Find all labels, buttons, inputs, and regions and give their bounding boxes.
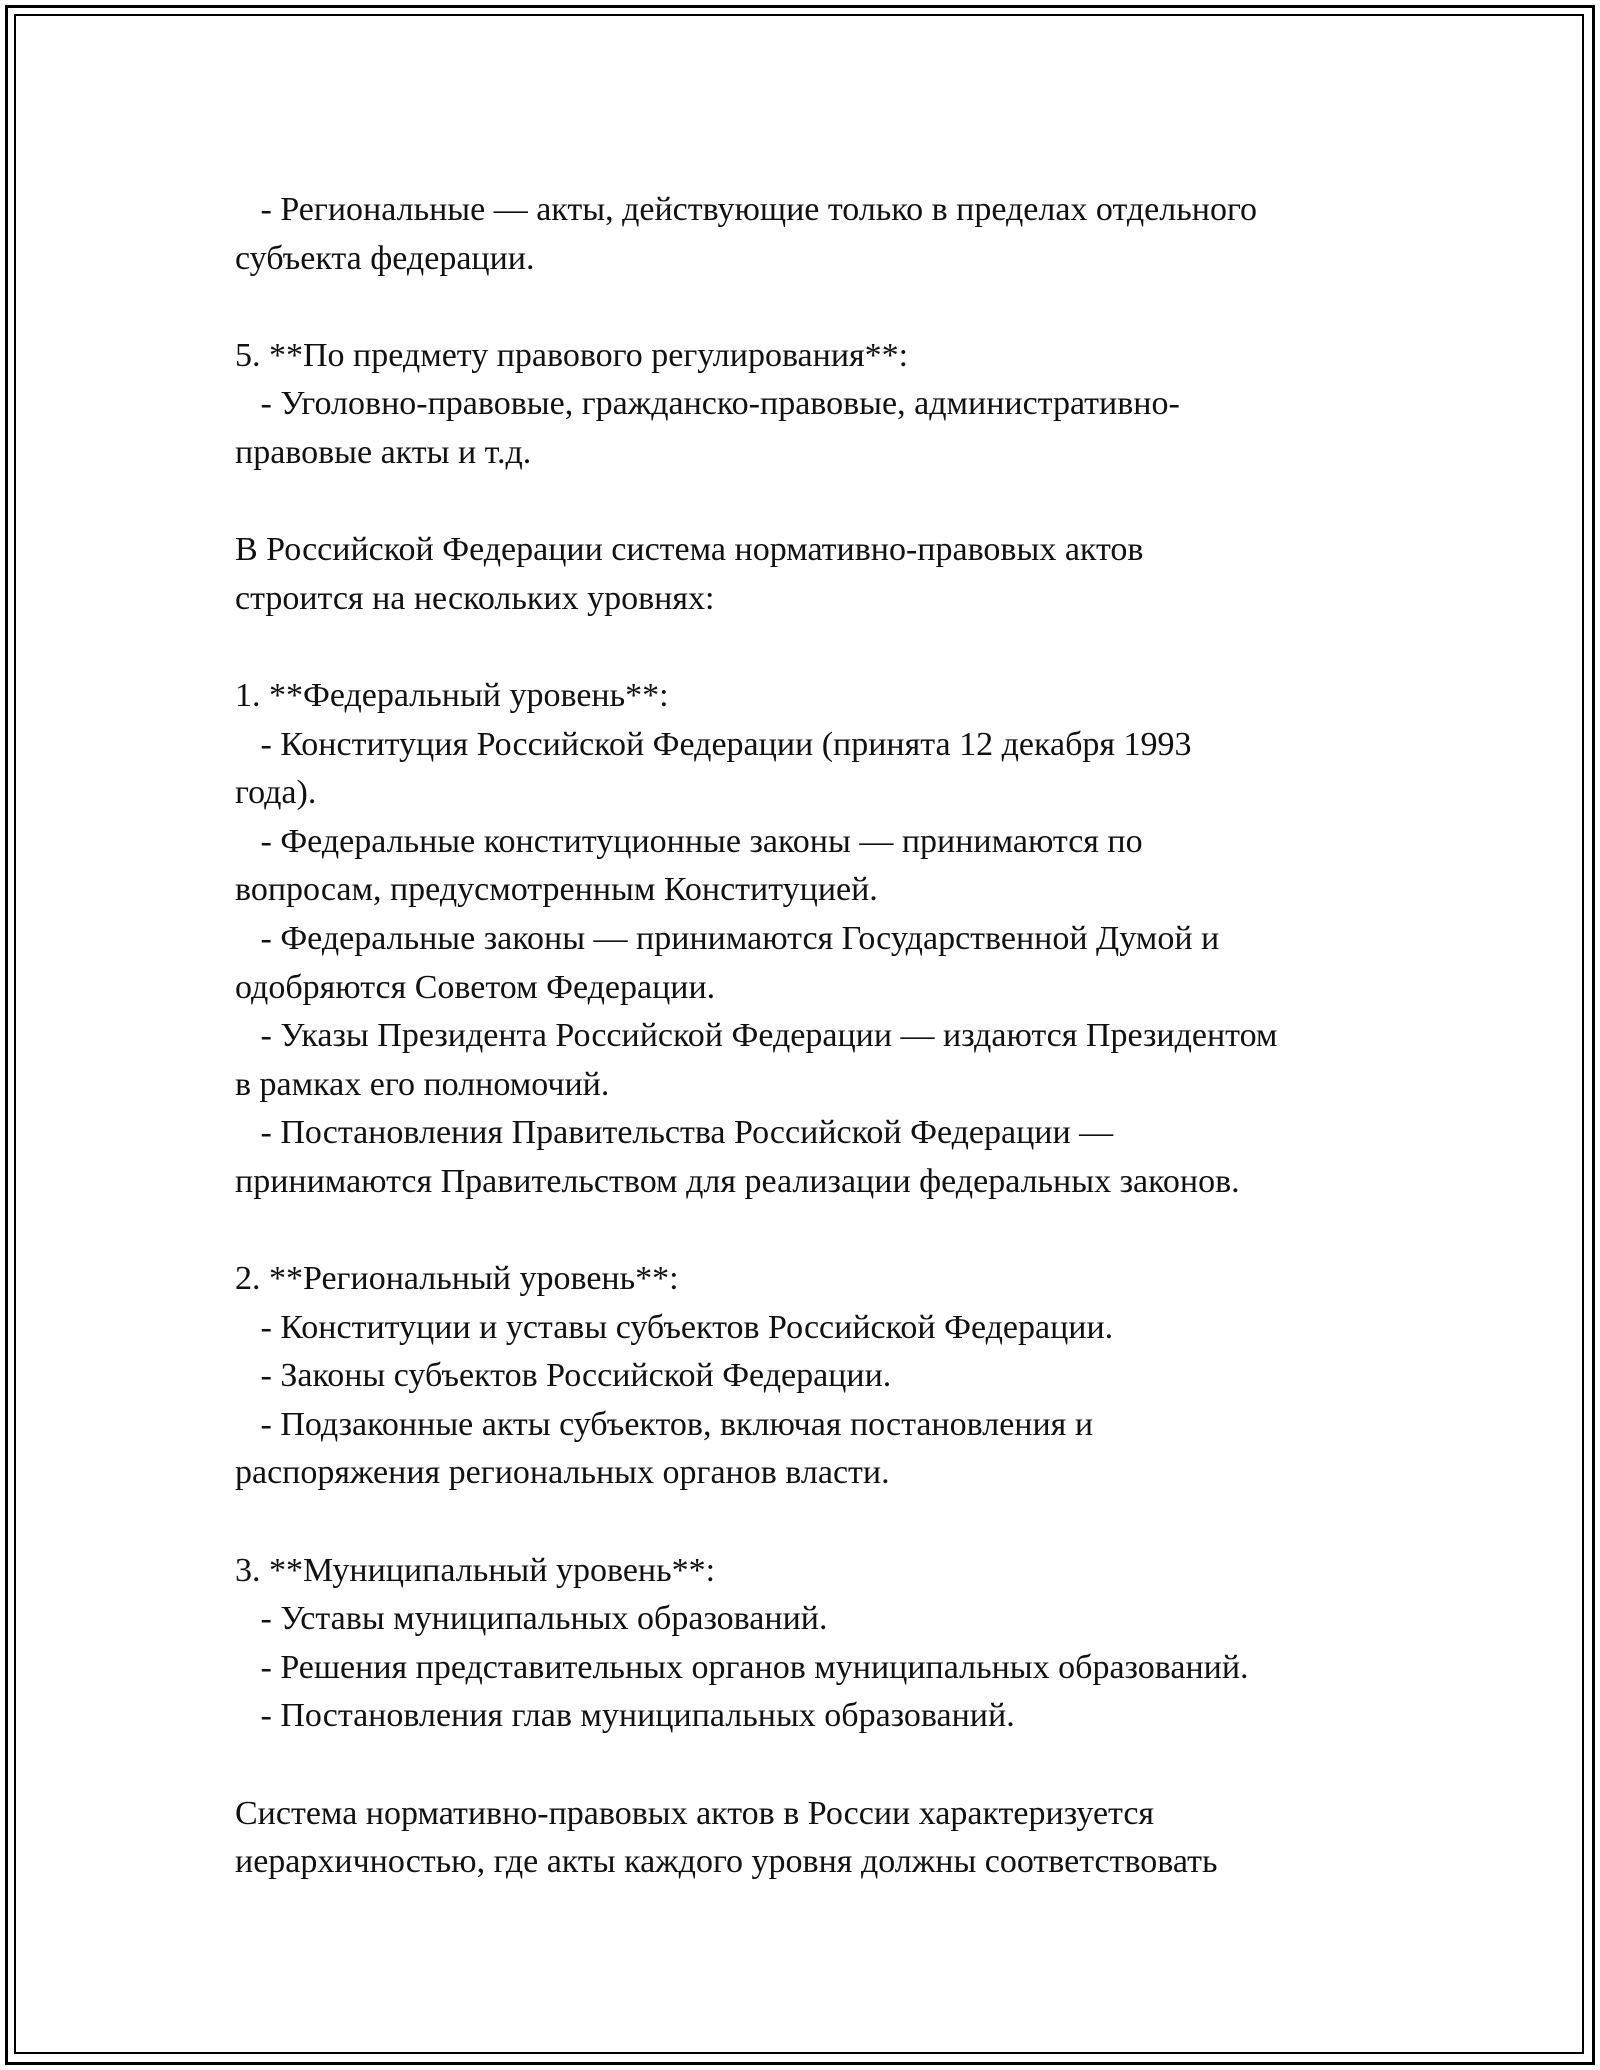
text-line: в рамках его полномочий. <box>235 1065 610 1103</box>
section-heading: 2. **Региональный уровень**: <box>235 1260 679 1298</box>
blank-line <box>235 1741 1395 1790</box>
blank-line <box>235 1206 1395 1255</box>
blank-line <box>235 1498 1395 1547</box>
text-line: вопросам, предусмотренным Конституцией. <box>235 871 878 909</box>
text-line: - Решения представительных органов муниципальных образований. <box>235 1648 1249 1686</box>
text-line: - Федеральные конституционные законы — принимаются по <box>235 822 1143 860</box>
text-line: - Уголовно-правовые, гражданско-правовые, административно- <box>235 385 1180 423</box>
text-line: - Уставы муниципальных образований. <box>235 1600 828 1638</box>
text-line: строится на нескольких уровнях: <box>235 579 715 617</box>
blank-line <box>235 478 1395 527</box>
text-line: - Постановления Правительства Российской Федерации — <box>235 1114 1114 1152</box>
text-line: распоряжения региональных органов власти. <box>235 1454 890 1492</box>
text-line: года). <box>235 774 317 812</box>
text-line: - Федеральные законы — принимаются Государственной Думой и <box>235 919 1220 957</box>
blank-line <box>235 623 1395 672</box>
document-body <box>235 186 1395 1887</box>
text-line: - Законы субъектов Российской Федерации. <box>235 1357 892 1395</box>
text-line: - Постановления глав муниципальных образований. <box>235 1697 1015 1735</box>
text-line: В Российской Федерации система нормативно-правовых актов <box>235 531 1144 569</box>
text-line: - Конституции и уставы субъектов Российской Федерации. <box>235 1308 1114 1346</box>
text-line: одобряются Советом Федерации. <box>235 968 716 1006</box>
text-line: Система нормативно-правовых актов в России характеризуется <box>235 1794 1155 1832</box>
section-heading: 1. **Федеральный уровень**: <box>235 676 669 714</box>
section-heading: 5. **По предмету правового регулирования**: <box>235 336 909 374</box>
text-line: - Конституция Российской Федерации (принята 12 декабря 1993 <box>235 725 1192 763</box>
text-line: - Подзаконные акты субъектов, включая постановления и <box>235 1405 1094 1443</box>
section-heading: 3. **Муниципальный уровень**: <box>235 1551 716 1589</box>
blank-line <box>235 283 1395 332</box>
text-line: - Указы Президента Российской Федерации — издаются Президентом <box>235 1017 1278 1055</box>
text-line: принимаются Правительством для реализации федеральных законов. <box>235 1162 1240 1200</box>
text-line: - Региональные — акты, действующие только в пределах отдельного <box>235 191 1258 228</box>
text-line: субъекта федерации. <box>235 239 535 277</box>
text-line: правовые акты и т.д. <box>235 433 532 471</box>
text-line: иерархичностью, где акты каждого уровня должны соответствовать <box>235 1843 1218 1881</box>
